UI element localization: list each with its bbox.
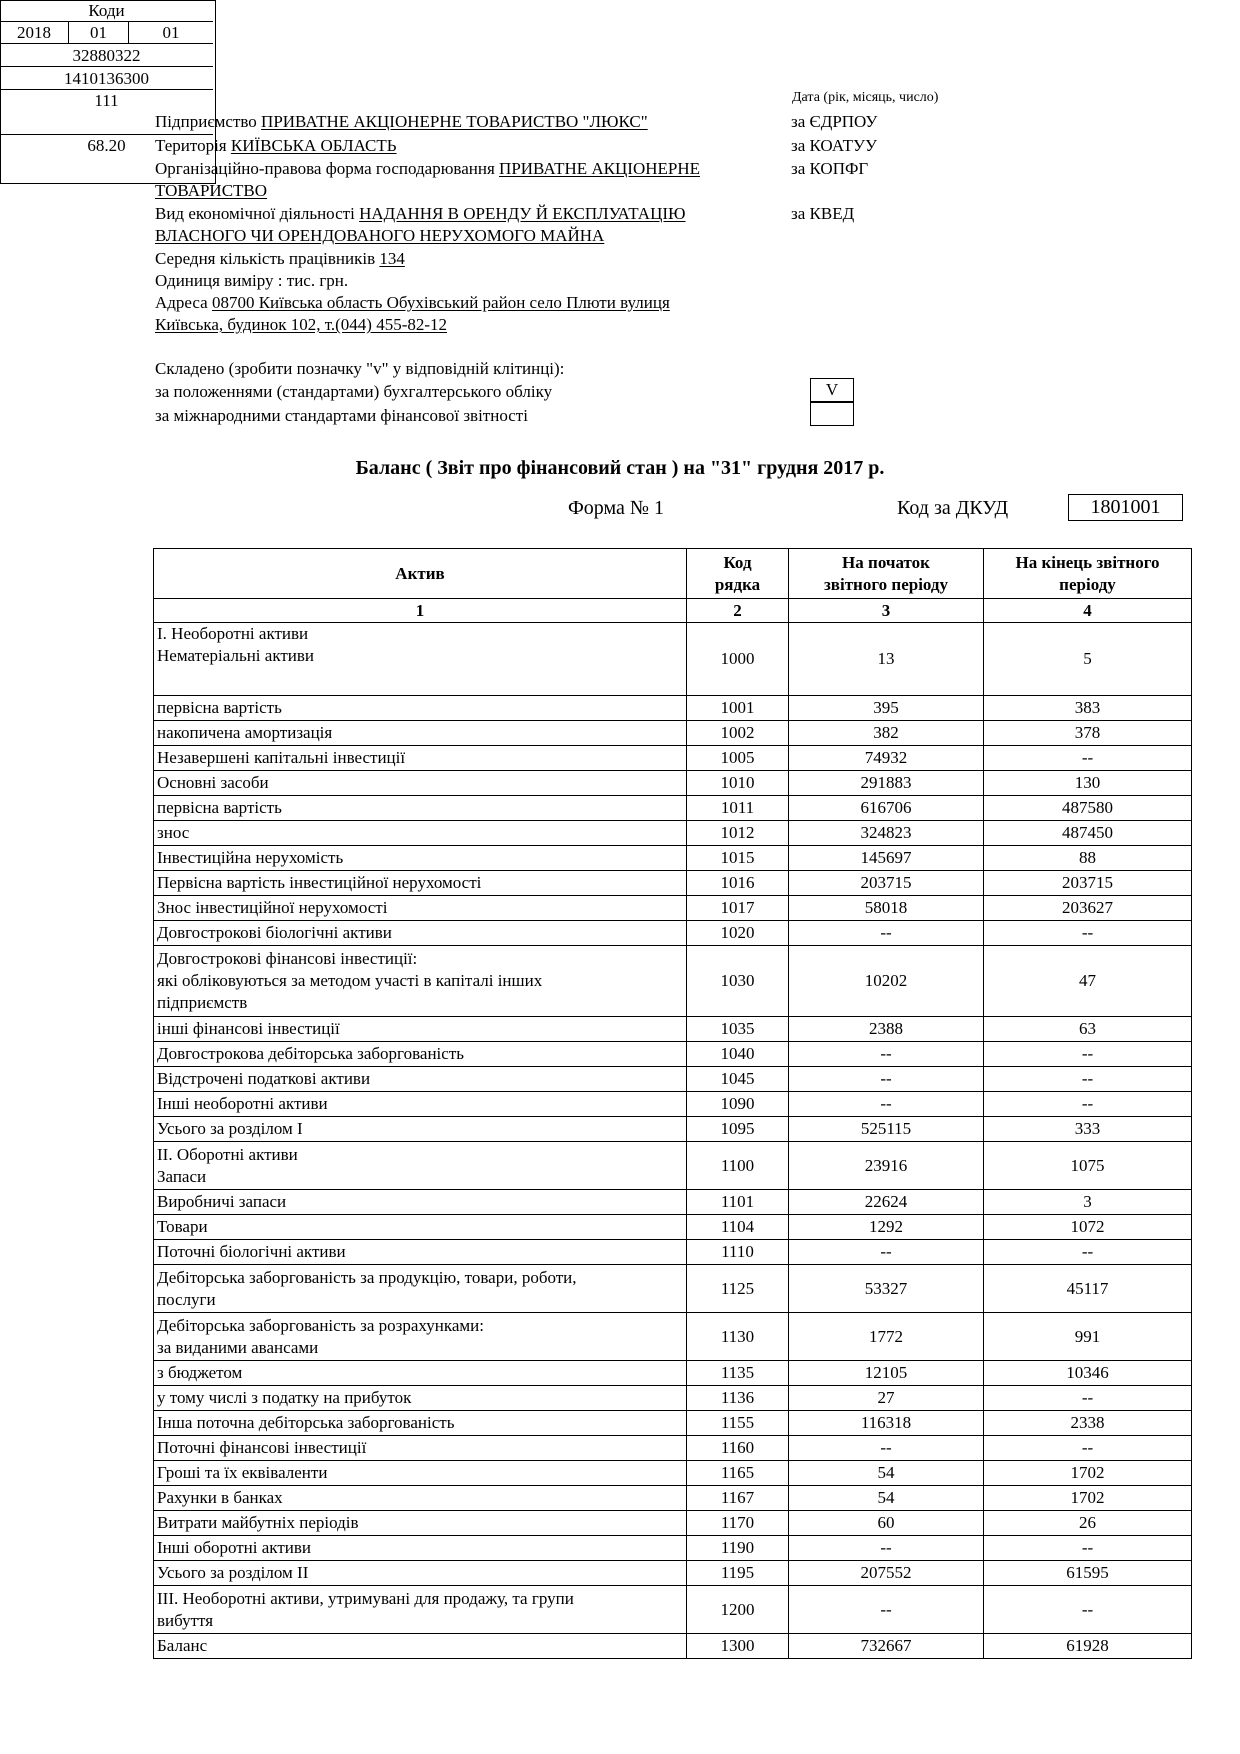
row-code: 1015	[687, 846, 789, 871]
table-row	[154, 1461, 1192, 1486]
table-row	[154, 1436, 1192, 1461]
row-label-line: Основні засоби	[157, 773, 269, 792]
table-row	[154, 1411, 1192, 1436]
row-code: 1035	[687, 1017, 789, 1042]
page-title: Баланс ( Звіт про фінансовий стан ) на "31" грудня 2017 р.	[355, 457, 885, 479]
row-label-line: III. Необоротні активи, утримувані для продажу, та групи	[157, 1588, 574, 1608]
row-end-value: 1072	[984, 1215, 1192, 1240]
row-label-line: Інвестиційна нерухомість	[157, 848, 344, 867]
col-header-begin-line1: На початок	[842, 552, 930, 572]
row-end-value: --	[984, 1042, 1192, 1067]
row-end-value: 333	[984, 1117, 1192, 1142]
row-code: 1170	[687, 1511, 789, 1536]
row-code: 1020	[687, 921, 789, 946]
row-begin-value: 616706	[789, 796, 984, 821]
row-label-line: накопичена амортизація	[157, 723, 333, 742]
row-end-value: 203715	[984, 871, 1192, 896]
row-end-value: --	[984, 1536, 1192, 1561]
col-header-end	[984, 549, 1192, 599]
koatuu-label: за КОАТУУ	[791, 136, 878, 155]
row-label	[154, 1313, 687, 1361]
row-begin-value: --	[789, 1067, 984, 1092]
row-label	[154, 623, 687, 696]
row-end-value: --	[984, 1386, 1192, 1411]
row-code: 1200	[687, 1586, 789, 1634]
row-label	[154, 1092, 687, 1117]
row-end-value: --	[984, 1067, 1192, 1092]
date-month: 01	[69, 22, 129, 44]
kopfg-label: за КОПФГ	[791, 159, 869, 178]
table-row	[154, 821, 1192, 846]
standard-ifrs-checkbox[interactable]	[810, 402, 854, 426]
row-begin-value: 54	[789, 1461, 984, 1486]
col-number: 1	[154, 599, 687, 623]
row-label-line: Знос інвестиційної нерухомості	[157, 898, 388, 917]
row-begin-value: 22624	[789, 1190, 984, 1215]
row-code: 1167	[687, 1486, 789, 1511]
address-label: Адреса	[155, 293, 208, 312]
row-code: 1195	[687, 1561, 789, 1586]
row-label-line: Усього за розділом I	[157, 1119, 303, 1138]
table-row	[154, 1067, 1192, 1092]
row-code: 1136	[687, 1386, 789, 1411]
row-label	[154, 1486, 687, 1511]
row-code: 1040	[687, 1042, 789, 1067]
row-label-line: інші фінансові інвестиції	[157, 1019, 340, 1038]
table-row	[154, 1511, 1192, 1536]
date-day: 01	[129, 22, 213, 44]
row-code: 1125	[687, 1265, 789, 1313]
row-end-value: 3	[984, 1190, 1192, 1215]
row-label	[154, 1461, 687, 1486]
row-label	[154, 1240, 687, 1265]
row-end-value: 61928	[984, 1634, 1192, 1659]
row-code: 1095	[687, 1117, 789, 1142]
row-label-line: Інша поточна дебіторська заборгованість	[157, 1413, 455, 1432]
row-label-line: Дебіторська заборгованість за продукцію, товари, роботи,	[157, 1267, 577, 1287]
row-label	[154, 1411, 687, 1436]
row-end-value: 45117	[984, 1265, 1192, 1313]
row-end-value: 487580	[984, 796, 1192, 821]
row-end-value: 10346	[984, 1361, 1192, 1386]
legal-form-value: ПРИВАТНЕ АКЦІОНЕРНЕ	[499, 159, 701, 178]
row-label-line: Усього за розділом II	[157, 1563, 309, 1582]
table-body	[154, 623, 1192, 1659]
row-begin-value: 525115	[789, 1117, 984, 1142]
row-label-line: Рахунки в банках	[157, 1488, 283, 1507]
table-row	[154, 623, 1192, 696]
row-label	[154, 1190, 687, 1215]
row-code: 1300	[687, 1634, 789, 1659]
row-end-value: 1702	[984, 1486, 1192, 1511]
row-label-line: Запаси	[157, 1166, 207, 1186]
standard-national-label: за положеннями (стандартами) бухгалтерського обліку	[155, 382, 553, 401]
row-label-line: Нематеріальні активи	[157, 646, 315, 665]
row-code: 1160	[687, 1436, 789, 1461]
table-row	[154, 1017, 1192, 1042]
activity-value-cont: ВЛАСНОГО ЧИ ОРЕНДОВАНОГО НЕРУХОМОГО МАЙНА	[155, 226, 605, 245]
activity-line	[155, 203, 685, 225]
edrpou-code: 32880322	[0, 44, 213, 67]
row-code: 1017	[687, 896, 789, 921]
table-row	[154, 1142, 1192, 1190]
table-row	[154, 946, 1192, 1017]
row-begin-value: --	[789, 1092, 984, 1117]
kopfg-code: 111	[0, 90, 213, 135]
legal-form-label: Організаційно-правова форма господарювання	[155, 159, 495, 178]
table-row	[154, 1215, 1192, 1240]
row-end-value: 88	[984, 846, 1192, 871]
dkud-label: Код за ДКУД	[897, 497, 1009, 519]
col-header-begin	[789, 549, 984, 599]
row-label	[154, 721, 687, 746]
row-label	[154, 1361, 687, 1386]
row-label-line: знос	[157, 823, 190, 842]
row-end-value: 1075	[984, 1142, 1192, 1190]
table-row	[154, 846, 1192, 871]
row-code: 1165	[687, 1461, 789, 1486]
row-label	[154, 796, 687, 821]
unit-text: Одиниця виміру : тис. грн.	[155, 271, 349, 290]
table-row	[154, 871, 1192, 896]
row-label-line: I. Необоротні активи	[157, 624, 309, 643]
row-code: 1104	[687, 1215, 789, 1240]
row-begin-value: 74932	[789, 746, 984, 771]
row-code: 1101	[687, 1190, 789, 1215]
row-begin-value: 145697	[789, 846, 984, 871]
row-label	[154, 1265, 687, 1313]
row-begin-value: 23916	[789, 1142, 984, 1190]
table-row	[154, 796, 1192, 821]
row-end-value: 2338	[984, 1411, 1192, 1436]
row-begin-value: --	[789, 1586, 984, 1634]
row-end-value: 130	[984, 771, 1192, 796]
enterprise-value: ПРИВАТНЕ АКЦІОНЕРНЕ ТОВАРИСТВО "ЛЮКС"	[261, 112, 648, 131]
table-row	[154, 771, 1192, 796]
row-end-value: 1702	[984, 1461, 1192, 1486]
row-code: 1010	[687, 771, 789, 796]
row-end-value: 487450	[984, 821, 1192, 846]
activity-value: НАДАННЯ В ОРЕНДУ Й ЕКСПЛУАТАЦІЮ	[359, 204, 686, 223]
table-row	[154, 721, 1192, 746]
row-begin-value: 12105	[789, 1361, 984, 1386]
row-begin-value: 53327	[789, 1265, 984, 1313]
row-begin-value: 27	[789, 1386, 984, 1411]
row-code: 1100	[687, 1142, 789, 1190]
row-begin-value: --	[789, 1240, 984, 1265]
table-header-row	[154, 549, 1192, 599]
row-label-line: Довгострокова дебіторська заборгованість	[157, 1044, 464, 1063]
table-row	[154, 1361, 1192, 1386]
row-label	[154, 1042, 687, 1067]
table-row	[154, 1240, 1192, 1265]
row-begin-value: 116318	[789, 1411, 984, 1436]
row-end-value: 63	[984, 1017, 1192, 1042]
row-code: 1001	[687, 696, 789, 721]
legal-form-value-cont: ТОВАРИСТВО	[155, 181, 268, 200]
row-begin-value: 1772	[789, 1313, 984, 1361]
kved-code: 68.20	[87, 136, 126, 155]
row-label	[154, 1142, 687, 1190]
row-begin-value: --	[789, 1042, 984, 1067]
row-end-value: 991	[984, 1313, 1192, 1361]
row-label	[154, 896, 687, 921]
row-code: 1016	[687, 871, 789, 896]
row-code: 1005	[687, 746, 789, 771]
row-end-value: 5	[984, 623, 1192, 696]
row-begin-value: 207552	[789, 1561, 984, 1586]
row-end-value: 61595	[984, 1561, 1192, 1586]
table-row	[154, 1092, 1192, 1117]
dkud-code: 1801001	[1068, 494, 1183, 521]
standard-ifrs-label: за міжнародними стандартами фінансової звітності	[155, 406, 528, 425]
row-end-value: --	[984, 1240, 1192, 1265]
col-header-asset: Актив	[154, 549, 687, 599]
row-label	[154, 1536, 687, 1561]
row-begin-value: --	[789, 1436, 984, 1461]
row-label	[154, 1215, 687, 1240]
row-label	[154, 1561, 687, 1586]
row-end-value: 26	[984, 1511, 1192, 1536]
row-label	[154, 871, 687, 896]
row-label-line: з бюджетом	[157, 1363, 243, 1382]
row-label	[154, 1634, 687, 1659]
row-label	[154, 921, 687, 946]
row-code: 1012	[687, 821, 789, 846]
row-label-line: Первісна вартість інвестиційної нерухомості	[157, 873, 482, 892]
row-label	[154, 1511, 687, 1536]
row-label-line: первісна вартість	[157, 798, 282, 817]
table-row	[154, 696, 1192, 721]
table-row	[154, 1313, 1192, 1361]
row-begin-value: 732667	[789, 1634, 984, 1659]
row-label-line: Витрати майбутніх періодів	[157, 1513, 359, 1532]
row-label	[154, 1586, 687, 1634]
row-end-value: --	[984, 1586, 1192, 1634]
row-label-line: Інші оборотні активи	[157, 1538, 311, 1557]
territory-value: КИЇВСЬКА ОБЛАСТЬ	[230, 136, 397, 155]
row-begin-value: 13	[789, 623, 984, 696]
col-number: 3	[789, 599, 984, 623]
row-label-line: Відстрочені податкові активи	[157, 1069, 371, 1088]
col-header-end-line2: періоду	[1059, 574, 1116, 594]
row-label-line: первісна вартість	[157, 698, 282, 717]
row-begin-value: 54	[789, 1486, 984, 1511]
form-label: Форма № 1	[568, 497, 664, 519]
row-begin-value: 10202	[789, 946, 984, 1017]
row-begin-value: 60	[789, 1511, 984, 1536]
row-label	[154, 1386, 687, 1411]
row-label	[154, 1117, 687, 1142]
row-begin-value: --	[789, 921, 984, 946]
table-row	[154, 1486, 1192, 1511]
row-label-line: Баланс	[157, 1636, 208, 1655]
table-row	[154, 1042, 1192, 1067]
table-row	[154, 921, 1192, 946]
table-row	[154, 1561, 1192, 1586]
row-begin-value: --	[789, 1536, 984, 1561]
koatuu-code: 1410136300	[0, 67, 213, 90]
row-begin-value: 324823	[789, 821, 984, 846]
col-header-code-line1: Код	[723, 552, 752, 572]
employees-line	[155, 248, 405, 270]
row-begin-value: 291883	[789, 771, 984, 796]
date-year: 2018	[0, 22, 69, 44]
col-header-code	[687, 549, 789, 599]
standard-national-checkbox[interactable]: V	[810, 378, 854, 402]
row-label-line: які обліковуються за методом участі в капіталі інших	[157, 971, 543, 990]
row-label	[154, 1436, 687, 1461]
row-label-line: Незавершені капітальні інвестиції	[157, 748, 406, 767]
row-label	[154, 821, 687, 846]
address-value-cont: Київська, будинок 102, т.(044) 455-82-12	[155, 315, 448, 334]
row-code: 1000	[687, 623, 789, 696]
row-label-line: Довгострокові фінансові інвестиції:	[157, 949, 418, 968]
row-end-value: 47	[984, 946, 1192, 1017]
row-end-value: --	[984, 746, 1192, 771]
row-label-line: II. Оборотні активи	[157, 1144, 298, 1164]
row-label	[154, 846, 687, 871]
enterprise-line	[155, 111, 648, 133]
row-label	[154, 771, 687, 796]
employees-label: Середня кількість працівників	[155, 249, 376, 268]
table-row	[154, 746, 1192, 771]
row-label-line: у тому числі з податку на прибуток	[157, 1388, 412, 1407]
row-label-line: Товари	[157, 1217, 208, 1236]
territory-label: Територія	[155, 136, 227, 155]
codes-title: Коди	[0, 0, 213, 22]
table-row	[154, 1386, 1192, 1411]
composed-text: Складено (зробити позначку "v" у відповідній клітинці):	[155, 359, 565, 378]
table-row	[154, 1190, 1192, 1215]
row-code: 1190	[687, 1536, 789, 1561]
row-begin-value: 58018	[789, 896, 984, 921]
table-row	[154, 1586, 1192, 1634]
row-begin-value: 395	[789, 696, 984, 721]
row-label-line: Виробничі запаси	[157, 1192, 287, 1211]
table-row	[154, 1634, 1192, 1659]
row-label-line: послуги	[157, 1289, 216, 1309]
col-header-begin-line2: звітного періоду	[823, 574, 949, 594]
row-label-line: підприємств	[157, 993, 248, 1012]
row-begin-value: 203715	[789, 871, 984, 896]
row-code: 1011	[687, 796, 789, 821]
row-begin-value: 1292	[789, 1215, 984, 1240]
row-end-value: --	[984, 1092, 1192, 1117]
table-row	[154, 1265, 1192, 1313]
row-label	[154, 746, 687, 771]
row-begin-value: 2388	[789, 1017, 984, 1042]
enterprise-label: Підприємство	[155, 112, 257, 131]
row-label	[154, 1017, 687, 1042]
row-label-line: Дебіторська заборгованість за розрахунками:	[157, 1315, 484, 1335]
row-begin-value: 382	[789, 721, 984, 746]
legal-form-line	[155, 158, 700, 180]
row-end-value: --	[984, 1436, 1192, 1461]
row-code: 1045	[687, 1067, 789, 1092]
row-code: 1135	[687, 1361, 789, 1386]
row-label	[154, 696, 687, 721]
activity-label: Вид економічної діяльності	[155, 204, 355, 223]
row-code: 1130	[687, 1313, 789, 1361]
table-row	[154, 1536, 1192, 1561]
row-end-value: 383	[984, 696, 1192, 721]
employees-value: 134	[379, 249, 405, 268]
row-code: 1030	[687, 946, 789, 1017]
row-end-value: 378	[984, 721, 1192, 746]
row-end-value: --	[984, 921, 1192, 946]
address-value: 08700 Київська область Обухівський район село Плюти вулиця	[211, 293, 670, 312]
row-label-line: Поточні біологічні активи	[157, 1242, 346, 1261]
row-code: 1002	[687, 721, 789, 746]
row-code: 1155	[687, 1411, 789, 1436]
edrpou-label: за ЄДРПОУ	[791, 112, 878, 131]
row-label-line: Поточні фінансові інвестиції	[157, 1438, 367, 1457]
address-line	[155, 292, 670, 314]
balance-table	[153, 548, 1192, 1659]
date-label: Дата (рік, місяць, число)	[792, 90, 939, 105]
col-header-end-line1: На кінець звітного	[1015, 552, 1160, 572]
col-number: 4	[984, 599, 1192, 623]
table-row	[154, 896, 1192, 921]
col-header-code-line2: рядка	[714, 574, 761, 594]
row-label	[154, 946, 687, 1017]
row-label-line: Довгострокові біологічні активи	[157, 923, 392, 942]
column-number-row	[154, 599, 1192, 623]
row-label-line: Гроші та їх еквіваленти	[157, 1463, 328, 1482]
col-number: 2	[687, 599, 789, 623]
row-end-value: 203627	[984, 896, 1192, 921]
row-label-line: за виданими авансами	[157, 1337, 319, 1357]
row-label	[154, 1067, 687, 1092]
row-label-line: вибуття	[157, 1610, 214, 1630]
territory-line	[155, 135, 397, 157]
row-code: 1090	[687, 1092, 789, 1117]
kved-label: за КВЕД	[791, 204, 855, 223]
row-code: 1110	[687, 1240, 789, 1265]
row-label-line: Інші необоротні активи	[157, 1094, 328, 1113]
table-row	[154, 1117, 1192, 1142]
